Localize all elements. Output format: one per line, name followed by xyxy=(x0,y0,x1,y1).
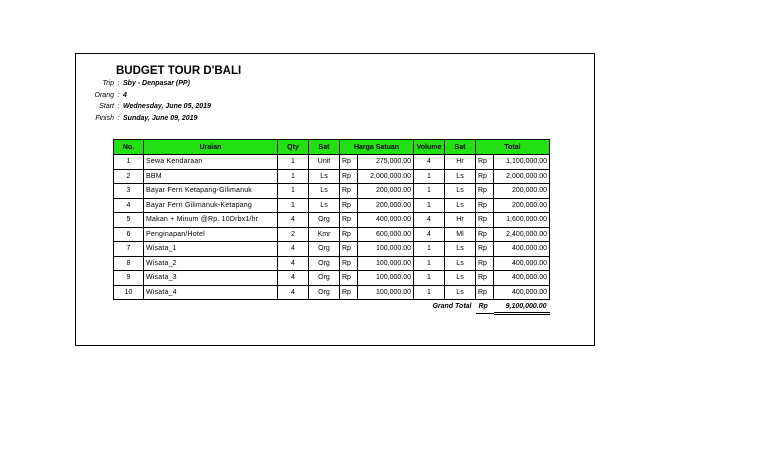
row-total: 200,000.00 xyxy=(494,198,550,213)
row-total: 200,000.00 xyxy=(494,184,550,199)
table-header-row xyxy=(114,140,550,155)
row-volume: 4 xyxy=(414,227,445,242)
table-row xyxy=(114,242,550,257)
row-volume: 4 xyxy=(414,155,445,170)
meta-label: Start xyxy=(99,103,114,110)
table-row xyxy=(114,184,550,199)
row-uraian: Wisata_2 xyxy=(144,256,278,271)
row-total-currency: Rp xyxy=(476,271,494,286)
row-harga-currency: Rp xyxy=(340,213,358,228)
row-no: 4 xyxy=(114,198,144,213)
row-total-currency: Rp xyxy=(476,227,494,242)
grand-total-value: 9,100,000.00 xyxy=(494,300,550,314)
row-total-currency: Rp xyxy=(476,184,494,199)
row-harga-satuan: 100,000.00 xyxy=(358,271,414,286)
table-row xyxy=(114,285,550,300)
row-volume: 1 xyxy=(414,169,445,184)
row-no: 3 xyxy=(114,184,144,199)
grand-total-row xyxy=(114,300,550,314)
row-no: 10 xyxy=(114,285,144,300)
row-qty: 4 xyxy=(278,285,309,300)
row-sat: Kmr xyxy=(309,227,340,242)
row-harga-currency: Rp xyxy=(340,155,358,170)
table-row xyxy=(114,169,550,184)
row-volume: 1 xyxy=(414,285,445,300)
row-harga-currency: Rp xyxy=(340,256,358,271)
row-no: 7 xyxy=(114,242,144,257)
row-harga-currency: Rp xyxy=(340,198,358,213)
row-qty: 2 xyxy=(278,227,309,242)
row-sat2: Ml xyxy=(445,227,476,242)
row-sat: Ls xyxy=(309,198,340,213)
row-qty: 4 xyxy=(278,271,309,286)
row-no: 1 xyxy=(114,155,144,170)
row-qty: 4 xyxy=(278,256,309,271)
row-uraian: Wisata_3 xyxy=(144,271,278,286)
row-total: 2,400,000.00 xyxy=(494,227,550,242)
row-total: 1,100,000.00 xyxy=(494,155,550,170)
row-no: 5 xyxy=(114,213,144,228)
row-volume: 1 xyxy=(414,242,445,257)
row-total: 1,600,000.00 xyxy=(494,213,550,228)
budget-sheet xyxy=(75,53,595,346)
row-sat2: Hr xyxy=(445,155,476,170)
table-row xyxy=(114,155,550,170)
row-harga-satuan: 100,000.00 xyxy=(358,285,414,300)
row-no: 9 xyxy=(114,271,144,286)
row-uraian: Bayar Ferri Gilimanuk-Ketapang xyxy=(144,198,278,213)
row-total-currency: Rp xyxy=(476,213,494,228)
row-total: 400,000.00 xyxy=(494,256,550,271)
grand-total-label: Grand Total xyxy=(432,303,472,311)
col-header-harga-satuan: Harga Satuan xyxy=(340,140,414,155)
row-sat: Org xyxy=(309,213,340,228)
row-qty: 1 xyxy=(278,184,309,199)
row-harga-satuan: 200,000.00 xyxy=(358,184,414,199)
row-uraian: Makan + Minum @Rp. 10Drbx1/hr xyxy=(144,213,278,228)
document-title: BUDGET TOUR D'BALI xyxy=(116,65,242,77)
row-harga-currency: Rp xyxy=(340,271,358,286)
meta-trip: Trip : Sby - Denpasar (PP) xyxy=(76,80,190,87)
row-sat2: Ls xyxy=(445,184,476,199)
meta-label: Trip xyxy=(102,80,114,87)
col-header-uraian: Uraian xyxy=(144,140,278,155)
table-row xyxy=(114,227,550,242)
row-qty: 1 xyxy=(278,198,309,213)
col-header-sat2: Sat xyxy=(445,140,476,155)
row-sat: Org xyxy=(309,285,340,300)
row-sat2: Ls xyxy=(445,271,476,286)
table-row xyxy=(114,271,550,286)
row-total-currency: Rp xyxy=(476,198,494,213)
row-harga-currency: Rp xyxy=(340,242,358,257)
row-sat: Org xyxy=(309,271,340,286)
row-harga-currency: Rp xyxy=(340,227,358,242)
row-total: 400,000.00 xyxy=(494,285,550,300)
meta-finish: Finish : Sunday, June 09, 2019 xyxy=(76,115,197,122)
row-sat: Ls xyxy=(309,184,340,199)
row-sat2: Ls xyxy=(445,285,476,300)
row-uraian: Wisata_4 xyxy=(144,285,278,300)
row-no: 2 xyxy=(114,169,144,184)
budget-table xyxy=(113,139,550,315)
meta-label: Finish xyxy=(95,115,114,122)
table-row xyxy=(114,213,550,228)
row-sat2: Ls xyxy=(445,169,476,184)
row-no: 8 xyxy=(114,256,144,271)
table-row xyxy=(114,256,550,271)
row-qty: 4 xyxy=(278,213,309,228)
row-harga-satuan: 600,000.00 xyxy=(358,227,414,242)
row-sat2: Hr xyxy=(445,213,476,228)
row-sat: Unit xyxy=(309,155,340,170)
row-total: 400,000.00 xyxy=(494,242,550,257)
row-total: 2,000,000.00 xyxy=(494,169,550,184)
row-harga-currency: Rp xyxy=(340,184,358,199)
row-harga-satuan: 100,000.00 xyxy=(358,256,414,271)
row-harga-satuan: 275,000.00 xyxy=(358,155,414,170)
row-volume: 1 xyxy=(414,184,445,199)
row-uraian: Bayar Ferri Ketapang-Gilimanuk xyxy=(144,184,278,199)
row-total-currency: Rp xyxy=(476,169,494,184)
row-no: 6 xyxy=(114,227,144,242)
row-volume: 1 xyxy=(414,256,445,271)
table-row xyxy=(114,198,550,213)
row-volume: 1 xyxy=(414,271,445,286)
row-total: 400,000.00 xyxy=(494,271,550,286)
col-header-qty: Qty xyxy=(278,140,309,155)
row-sat2: Ls xyxy=(445,256,476,271)
col-header-no: No. xyxy=(114,140,144,155)
meta-value: Wednesday, June 05, 2019 xyxy=(123,103,211,110)
row-volume: 4 xyxy=(414,213,445,228)
meta-value: Sunday, June 09, 2019 xyxy=(123,115,198,122)
meta-start: Start : Wednesday, June 05, 2019 xyxy=(76,103,211,110)
row-harga-satuan: 100,000.00 xyxy=(358,242,414,257)
meta-value: 4 xyxy=(123,92,127,99)
row-sat: Org xyxy=(309,256,340,271)
row-harga-satuan: 200,000.00 xyxy=(358,198,414,213)
meta-value: Sby - Denpasar (PP) xyxy=(123,80,190,87)
row-sat2: Ls xyxy=(445,242,476,257)
row-volume: 1 xyxy=(414,198,445,213)
row-harga-currency: Rp xyxy=(340,169,358,184)
row-total-currency: Rp xyxy=(476,155,494,170)
row-sat: Org xyxy=(309,242,340,257)
row-total-currency: Rp xyxy=(476,242,494,257)
row-total-currency: Rp xyxy=(476,285,494,300)
row-sat2: Ls xyxy=(445,198,476,213)
meta-orang: Orang : 4 xyxy=(76,92,127,99)
row-qty: 1 xyxy=(278,155,309,170)
row-uraian: Sewa Kendaraan xyxy=(144,155,278,170)
row-qty: 1 xyxy=(278,169,309,184)
row-uraian: Penginapan/Hotel xyxy=(144,227,278,242)
row-total-currency: Rp xyxy=(476,256,494,271)
col-header-total: Total xyxy=(476,140,550,155)
row-harga-satuan: 400,000.00 xyxy=(358,213,414,228)
row-harga-currency: Rp xyxy=(340,285,358,300)
row-qty: 4 xyxy=(278,242,309,257)
col-header-volume: Volume xyxy=(414,140,445,155)
col-header-sat: Sat xyxy=(309,140,340,155)
row-uraian: BBM xyxy=(144,169,278,184)
row-sat: Ls xyxy=(309,169,340,184)
row-uraian: Wisata_1 xyxy=(144,242,278,257)
grand-total-currency: Rp xyxy=(476,300,494,314)
row-harga-satuan: 2,000,000.00 xyxy=(358,169,414,184)
meta-label: Orang xyxy=(94,92,114,99)
